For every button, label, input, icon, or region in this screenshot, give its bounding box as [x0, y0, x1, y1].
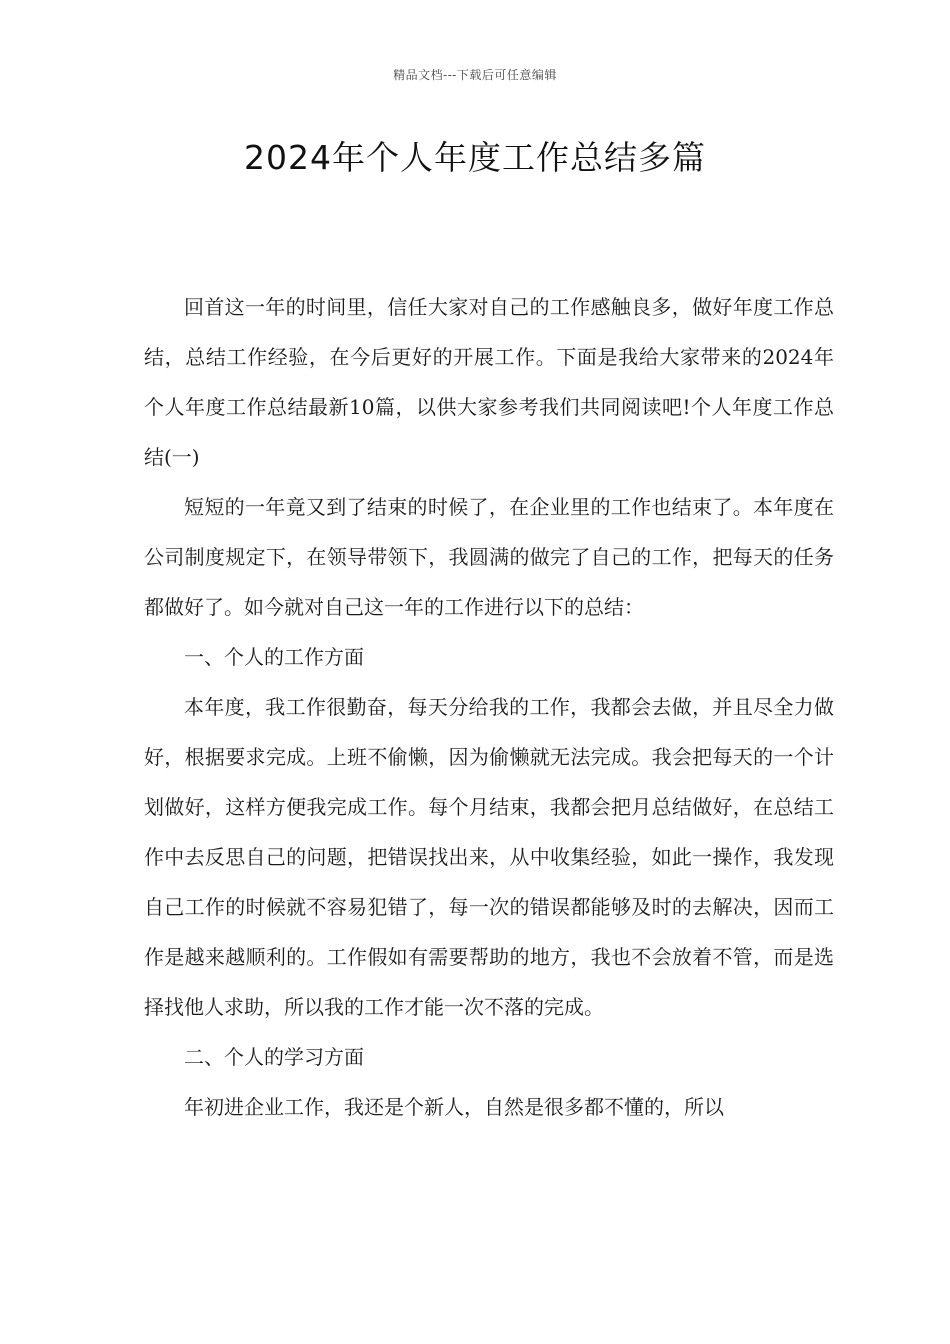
paragraph-study: 年初进企业工作，我还是个新人，自然是很多都不懂的，所以 — [184, 1095, 724, 1119]
section-heading-work: 一、个人的工作方面 — [184, 645, 364, 669]
paragraph-work: 本年度，我工作很勤奋，每天分给我的工作，我都会去做，并且尽全力做好，根据要求完成。上班不偷懒，因为偷懒就无法完成。我会把每天的一个计划做好，这样方便我完成工作。每个月结束，我都会把月总结做好，在总结工作中去反思自己的问题，把错误找出来，从中收集经验，如此一操作，我发现自己工作的时候就不容易犯错了，每一次的错误都能够及时的去解决，因而工作是越来越顺利的。工作假如有需要帮助的地方，我也不会放着不管，而是选择找他人求助，所以我的工作才能一次不落的完成。 — [144, 695, 834, 1019]
header-note: 精品文档---下载后可任意编辑 — [393, 68, 557, 82]
section-heading-study: 二、个人的学习方面 — [184, 1045, 364, 1069]
paragraph-intro: 回首这一年的时间里，信任大家对自己的工作感触良多，做好年度工作总结，总结工作经验，在今后更好的开展工作。下面是我给大家带来的2024年个人年度工作总结最新10篇，以供大家参考我们共同阅读吧!个人年度工作总结(一) — [144, 295, 834, 469]
document-title: 2024年个人年度工作总结多篇 — [244, 138, 706, 177]
document-body — [144, 282, 834, 1132]
paragraph-summary-opening: 短短的一年竟又到了结束的时候了，在企业里的工作也结束了。本年度在公司制度规定下，在领导带领下，我圆满的做完了自己的工作，把每天的任务都做好了。如今就对自己这一年的工作进行以下的总结： — [144, 495, 834, 619]
